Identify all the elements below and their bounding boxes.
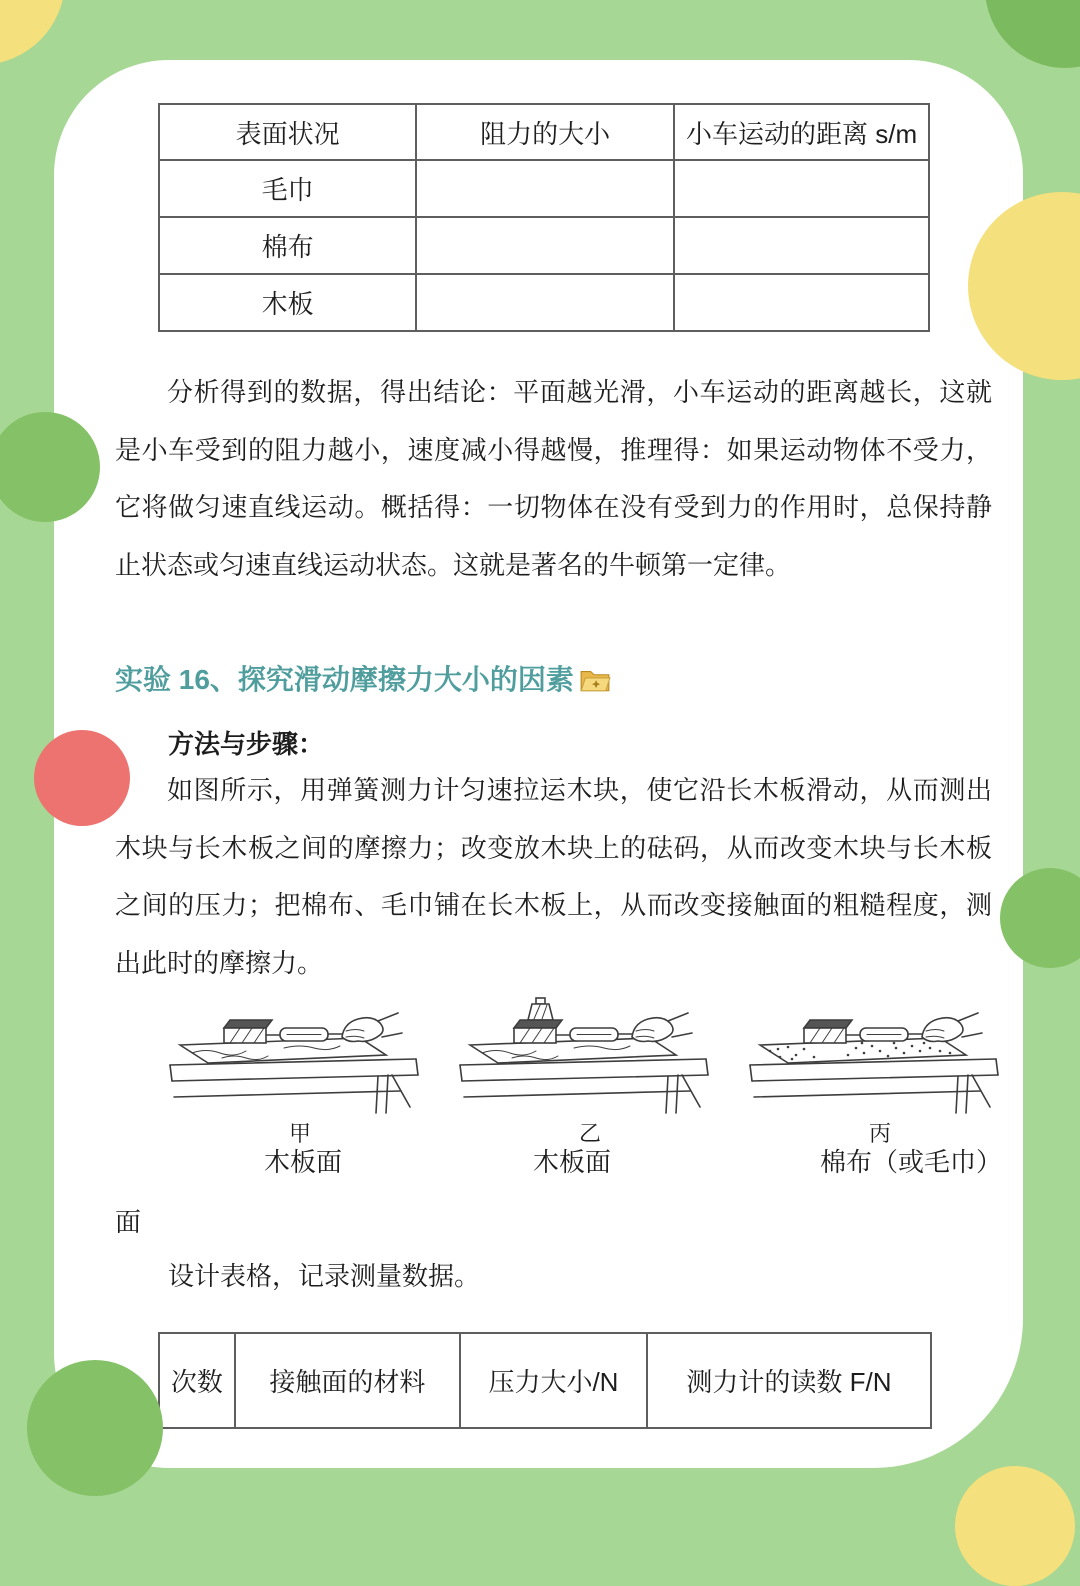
cell-surface: 木板	[159, 274, 416, 331]
table-row	[159, 160, 929, 217]
table-header-row	[159, 104, 929, 160]
content-card	[54, 60, 1023, 1468]
col-header-distance: 小车运动的距离 s/m	[674, 104, 929, 160]
section-heading-text: 实验 16、探究滑动摩擦力大小的因素	[115, 664, 574, 695]
design-table-note: 设计表格，记录测量数据。	[168, 1261, 481, 1291]
friction-data-table	[158, 1332, 932, 1429]
figure-caption-wrap-char: 面	[115, 1207, 142, 1237]
cell-distance	[674, 217, 929, 274]
section-heading-experiment16	[115, 658, 611, 698]
figure-caption-cloth: 棉布（或毛巾）	[820, 1147, 1003, 1177]
decorative-circle-red-left	[34, 730, 130, 826]
col-header-pressure: 压力大小/N	[460, 1333, 647, 1428]
cell-resistance	[416, 274, 674, 331]
method-description-paragraph: 如图所示，用弹簧测力计匀速拉运木块，使它沿长木板滑动，从而测出木块与长木板之间的摩擦力；改变放木块上的砝码，从而改变木块与长木板之间的压力；把棉布、毛巾铺在长木板上，从而改变接触面的粗糙程度，测出此时的摩擦力。	[115, 775, 992, 978]
cell-distance	[674, 160, 929, 217]
figure-panel-jia	[164, 993, 436, 1148]
panel-label-jia: 甲	[288, 1121, 311, 1146]
cell-distance	[674, 274, 929, 331]
method-steps-label: 方法与步骤：	[168, 729, 325, 759]
figure-caption-wood-board-2: 木板面	[533, 1147, 612, 1177]
col-header-material: 接触面的材料	[235, 1333, 460, 1428]
decorative-circle-green-top-right	[985, 0, 1080, 68]
table-header-row	[159, 1333, 931, 1428]
experiment-figure	[164, 993, 1016, 1148]
wood-board-pull-diagram	[164, 993, 436, 1115]
cell-resistance	[416, 160, 674, 217]
decorative-circle-yellow-bottom-right	[955, 1466, 1075, 1586]
table-row	[159, 217, 929, 274]
panel-label-bing: 丙	[868, 1121, 891, 1146]
folder-icon	[579, 665, 611, 693]
decorative-circle-yellow-top-left	[0, 0, 65, 65]
cell-resistance	[416, 217, 674, 274]
decorative-circle-green-bottom-left	[27, 1360, 163, 1496]
col-header-trial: 次数	[159, 1333, 235, 1428]
cloth-surface-pull-diagram	[744, 993, 1016, 1115]
table-row	[159, 274, 929, 331]
col-header-resistance: 阻力的大小	[416, 104, 674, 160]
col-header-surface: 表面状况	[159, 104, 416, 160]
resistance-distance-table	[158, 103, 930, 332]
col-header-reading: 测力计的读数 F/N	[647, 1333, 931, 1428]
figure-panel-yi	[454, 993, 726, 1148]
cell-surface: 棉布	[159, 217, 416, 274]
cell-surface: 毛巾	[159, 160, 416, 217]
figure-panel-bing	[744, 993, 1016, 1148]
panel-label-yi: 乙	[578, 1121, 601, 1146]
wood-board-weight-pull-diagram	[454, 993, 726, 1115]
figure-caption-wood-board-1: 木板面	[264, 1147, 343, 1177]
conclusion-paragraph: 分析得到的数据，得出结论：平面越光滑，小车运动的距离越长，这就是小车受到的阻力越小，速度减小得越慢，推理得：如果运动物体不受力，它将做匀速直线运动。概括得：一切物体在没有受到力的作用时，总保持静止状态或匀速直线运动状态。这就是著名的牛顿第一定律。	[115, 377, 992, 580]
